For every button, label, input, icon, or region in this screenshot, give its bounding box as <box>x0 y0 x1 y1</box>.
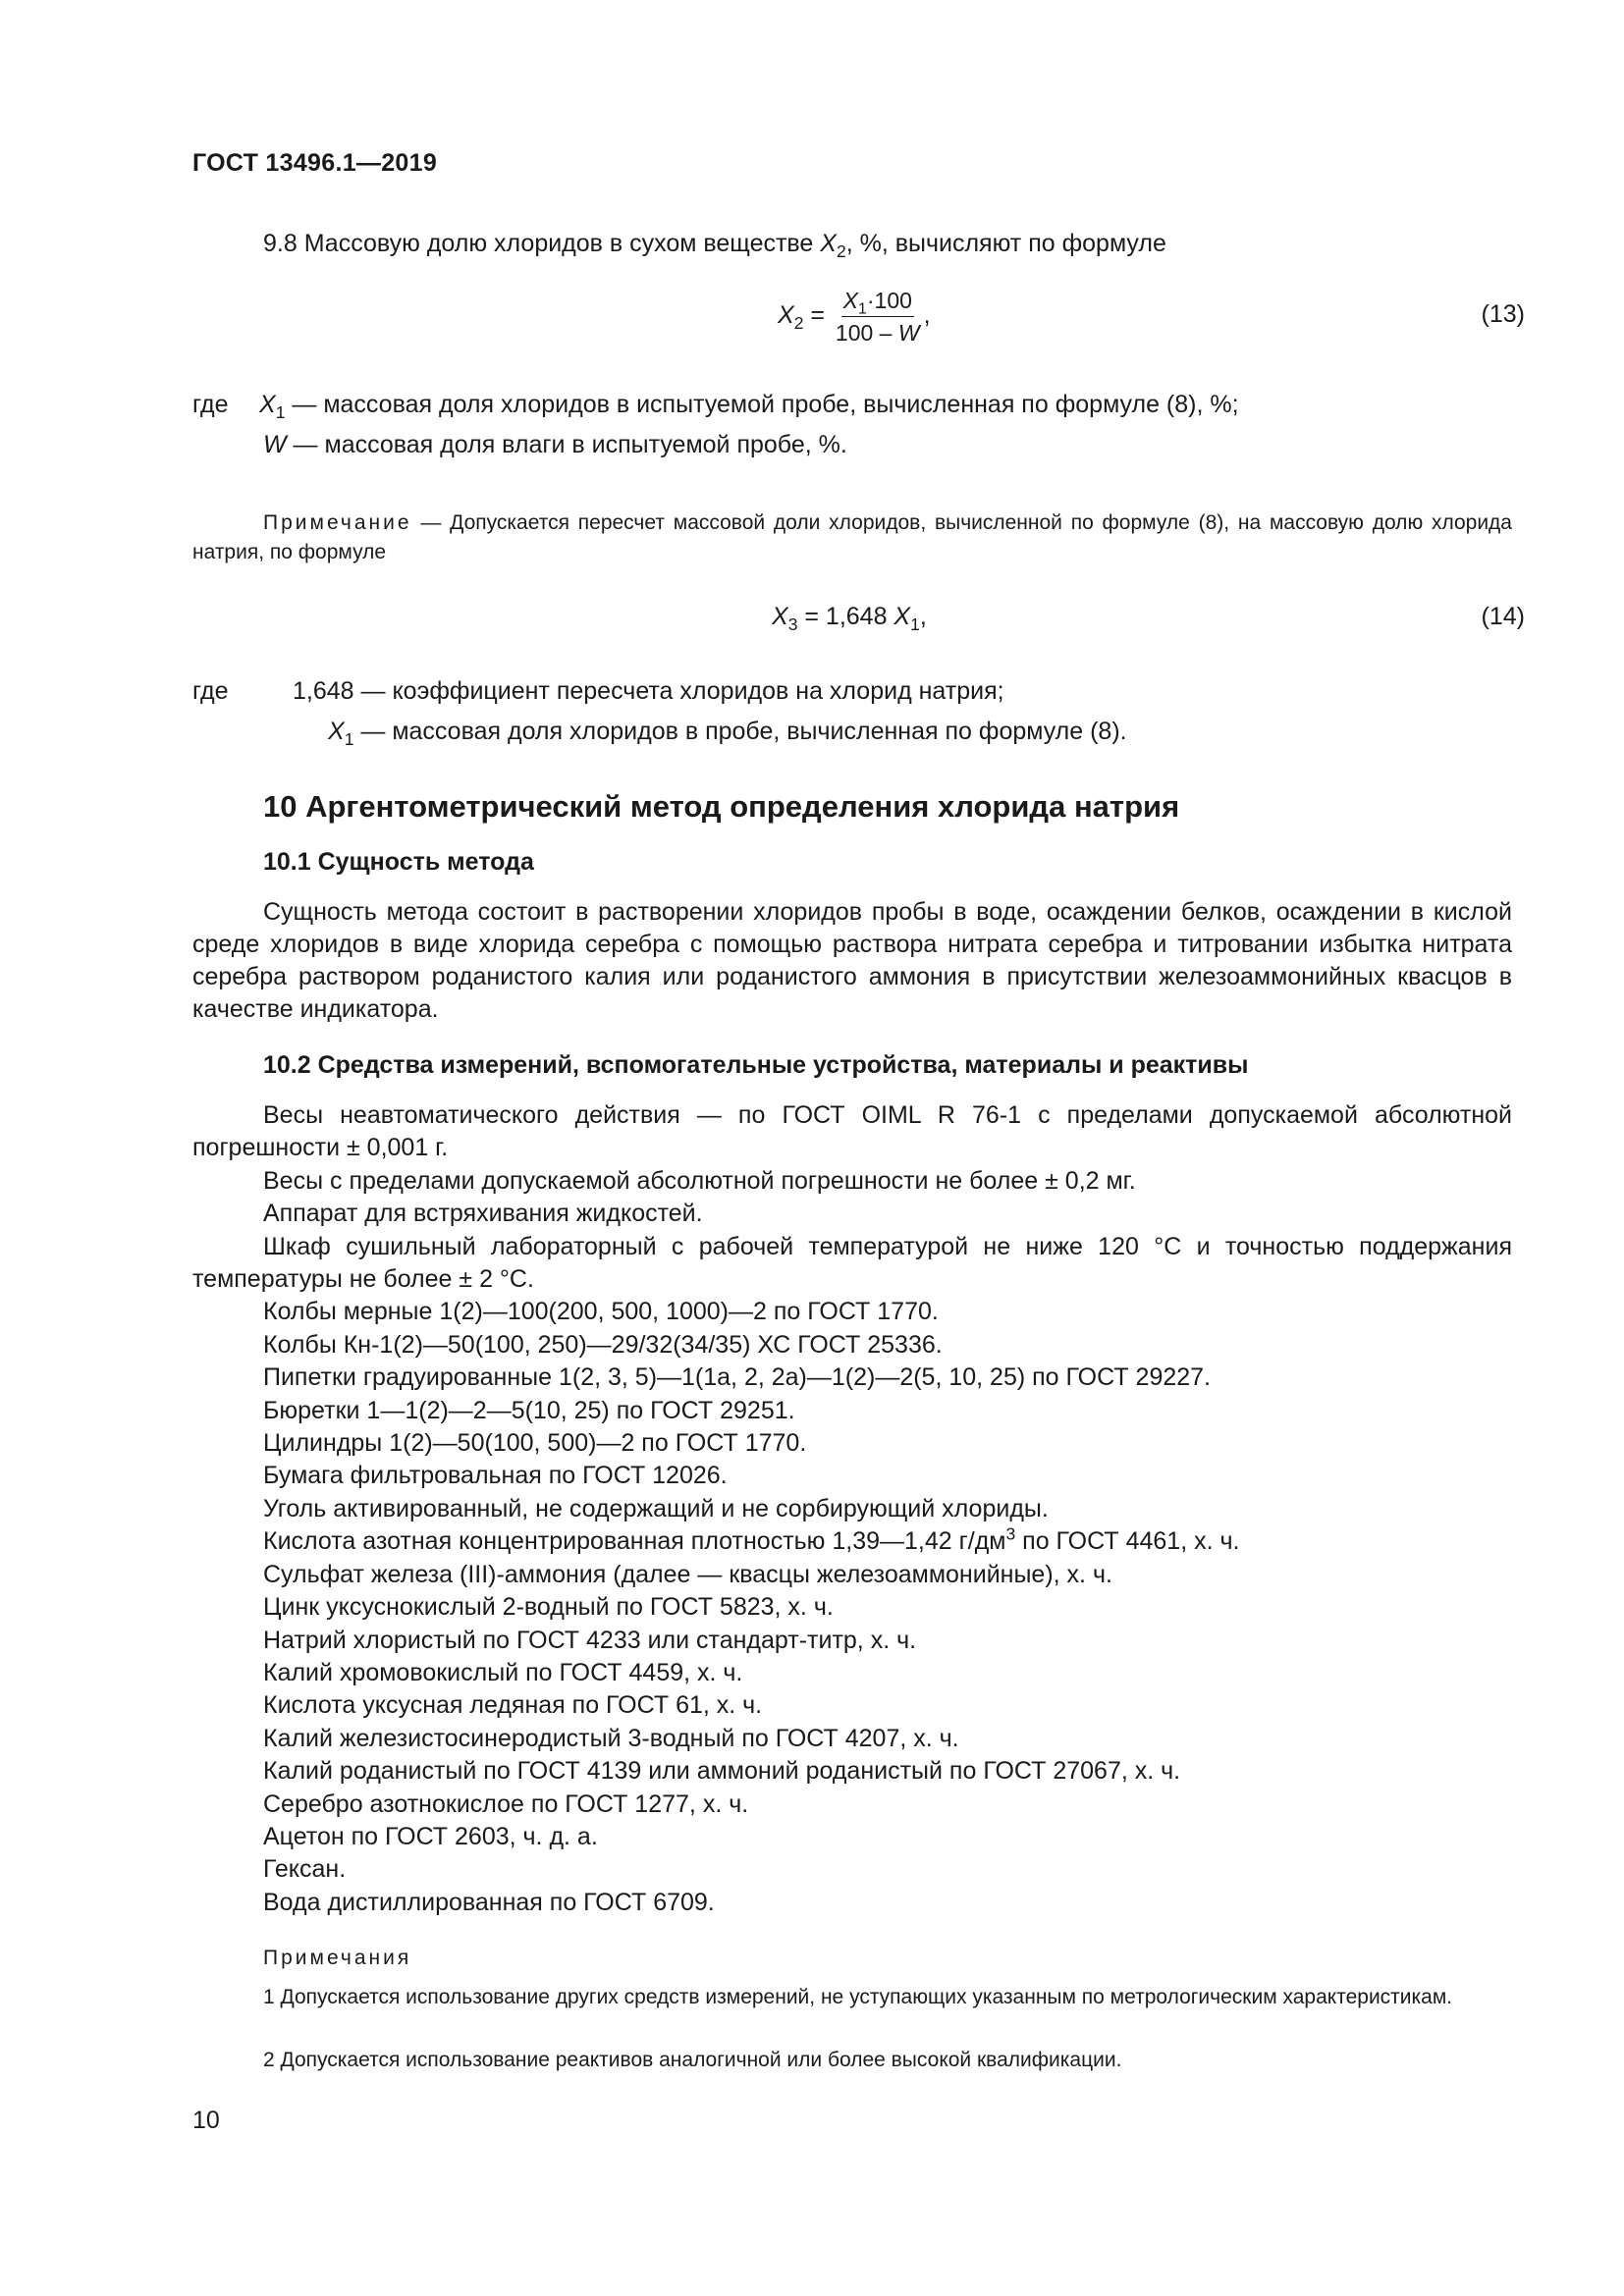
formula-13-num-tail: ·100 <box>866 288 912 313</box>
where-13-x1-var: X <box>259 391 276 418</box>
formula-13-number: (13) <box>1481 300 1525 328</box>
formula-14 <box>772 603 927 635</box>
list-item: Гексан. <box>263 1855 347 1884</box>
list-item: Калий роданистый по ГОСТ 4139 или аммоний роданистый по ГОСТ 27067, х. ч. <box>263 1757 1181 1786</box>
formula-13-num-var: X <box>842 288 858 313</box>
where-13-x1-sub: 1 <box>275 402 286 423</box>
where-13-w <box>263 429 847 461</box>
list-item: Калий железистосинеродистый 3-водный по ГОСТ 4207, х. ч. <box>263 1724 959 1752</box>
clause-9-8 <box>263 228 1166 260</box>
formula-14-rhs-sub: 1 <box>910 614 920 635</box>
list-item: Аппарат для встряхивания жидкостей. <box>263 1200 703 1228</box>
formula-13-lhs-var: X <box>778 301 794 330</box>
equipment-list <box>192 1099 1512 1919</box>
notes-2-label: Примечания <box>263 1947 412 1969</box>
list-item: Цинк уксуснокислый 2-водный по ГОСТ 5823, х. ч. <box>263 1593 834 1622</box>
list-item: Кислота уксусная ледяная по ГОСТ 61, х. ч. <box>263 1691 763 1720</box>
list-item: Сульфат железа (III)-аммония (далее — квасцы железоаммонийные), х. ч. <box>263 1560 1112 1588</box>
where-14-coef: 1,648 — коэффициент пересчета хлоридов на хлорид натрия; <box>293 677 1004 705</box>
formula-14-number: (14) <box>1481 603 1525 630</box>
list-item: Весы с пределами допускаемой абсолютной погрешности не более ± 0,2 мг. <box>263 1166 1136 1195</box>
nitric-sup: 3 <box>1005 1523 1016 1544</box>
where-13-w-text: — массовая доля влаги в испытуемой пробе, %. <box>286 431 847 458</box>
page-number: 10 <box>192 2107 220 2134</box>
list-item: Уголь активированный, не содержащий и не сорбирующий хлориды. <box>263 1494 1049 1522</box>
subsection-10-1-title: 10.1 Сущность метода <box>263 848 534 876</box>
formula-13-fraction <box>836 287 920 347</box>
nitric-tail: по ГОСТ 4461, х. ч. <box>1015 1527 1240 1556</box>
list-item: Колбы мерные 1(2)—100(200, 500, 1000)—2 по ГОСТ 1770. <box>263 1298 939 1326</box>
formula-14-rhs-var: X <box>893 603 911 630</box>
list-item: Калий хромовокислый по ГОСТ 4459, х. ч. <box>263 1658 743 1686</box>
formula-13-num-sub: 1 <box>857 299 867 318</box>
list-item: Серебро азотнокислое по ГОСТ 1277, х. ч. <box>263 1789 749 1818</box>
subsection-10-2-title: 10.2 Средства измерений, вспомогательные устройства, материалы и реактивы <box>263 1051 1249 1079</box>
where-14-label: где <box>192 677 229 705</box>
notes-2-item-1: 1 Допускается использование других средств измерений, не уступающих указанным по метрологическим характеристикам. <box>263 1986 1453 2008</box>
list-item: Колбы Кн-1(2)—50(100, 250)—29/32(34/35) ХС ГОСТ 25336. <box>263 1330 943 1359</box>
where-13-label: где <box>192 391 229 418</box>
formula-13-den-var: W <box>897 320 920 346</box>
clause-9-8-sub: 2 <box>836 241 846 262</box>
where-13-x1 <box>259 389 1239 421</box>
nitric-head: Кислота азотная концентрированная плотностью 1,39—1,42 г/дм <box>263 1527 1006 1556</box>
formula-13-den-head: 100 – <box>835 320 898 346</box>
formula-14-lhs-sub: 3 <box>787 614 798 635</box>
where-14-x1-sub: 1 <box>344 729 354 750</box>
note-1-text: — Допускается пересчет массовой доли хлоридов, вычисленной по формуле (8), на массовую долю хлорида натрия, по формуле <box>192 511 1512 563</box>
formula-13-numerator <box>841 287 914 317</box>
note-1 <box>192 508 1512 567</box>
where-14-x1-text: — массовая доля хлоридов в пробе, вычисленная по формуле (8). <box>353 718 1127 745</box>
formula-13 <box>778 287 931 347</box>
standard-header: ГОСТ 13496.1—2019 <box>192 149 438 177</box>
subsection-10-1-text: Сущность метода состоит в растворении хлоридов пробы в воде, осаждении белков, осаждении в кислой среде хлоридов в виде хлорида серебра с помощью раствора нитрата серебра и титровании избытка нитрата серебра раствором роданистого калия или роданистого аммония в присутствии железоаммонийных квасцов в качестве индикатора. <box>192 898 1512 1023</box>
where-13-x1-text: — массовая доля хлоридов в испытуемой пробе, вычисленная по формуле (8), %; <box>285 391 1239 418</box>
clause-9-8-text: 9.8 Массовую долю хлоридов в сухом веществе <box>263 230 821 257</box>
formula-14-mid: = 1,648 <box>797 603 894 630</box>
list-item: Натрий хлористый по ГОСТ 4233 или стандарт-титр, х. ч. <box>263 1626 917 1654</box>
notes-2-item-2: 2 Допускается использование реактивов аналогичной или более высокой квалификации. <box>263 2049 1122 2071</box>
clause-9-8-tail: , %, вычисляют по формуле <box>845 230 1166 257</box>
list-item: Бюретки 1—1(2)—2—5(10, 25) по ГОСТ 29251. <box>263 1396 795 1424</box>
list-item: Цилиндры 1(2)—50(100, 500)—2 по ГОСТ 1770. <box>263 1429 807 1458</box>
clause-9-8-var: X <box>820 230 837 257</box>
where-14-x1 <box>328 716 1127 748</box>
formula-13-comma: , <box>923 301 931 330</box>
list-item: Бумага фильтровальная по ГОСТ 12026. <box>263 1462 728 1490</box>
list-item: Ацетон по ГОСТ 2603, ч. д. а. <box>263 1822 598 1850</box>
list-item: Пипетки градуированные 1(2, 3, 5)—1(1а, 2, 2а)—1(2)—2(5, 10, 25) по ГОСТ 29227. <box>263 1363 1212 1392</box>
formula-14-comma: , <box>919 603 927 630</box>
list-item: Шкаф сушильный лабораторный с рабочей температурой не ниже 120 °С и точностью поддержания температуры не более ± 2 °С. <box>192 1232 1512 1294</box>
formula-13-lhs-sub: 2 <box>793 313 804 334</box>
section-10-title: 10 Аргентометрический метод определения хлорида натрия <box>263 789 1180 824</box>
formula-14-lhs-var: X <box>772 603 788 630</box>
where-13-w-var: W <box>263 431 287 458</box>
note-1-label: Примечание <box>263 511 412 534</box>
where-14-x1-var: X <box>328 718 345 745</box>
formula-13-eq: = <box>803 301 825 330</box>
list-item: Вода дистиллированная по ГОСТ 6709. <box>263 1888 715 1916</box>
list-item: Весы неавтоматического действия — по ГОСТ OIML R 76-1 с пределами допускаемой абсолютной погрешности ± 0,001 г. <box>192 1101 1512 1162</box>
list-item-nitric-acid <box>192 1525 1512 1558</box>
formula-13-denominator <box>836 317 920 347</box>
